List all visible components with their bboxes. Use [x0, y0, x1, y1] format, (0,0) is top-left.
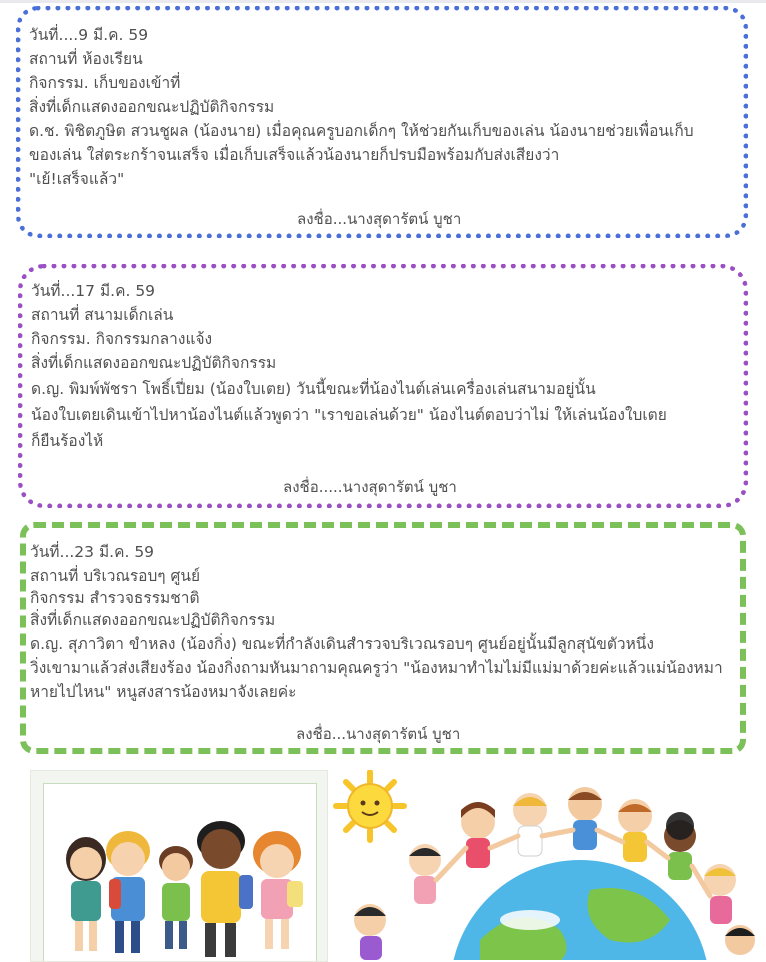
sun-icon [336, 772, 404, 840]
entry-date: วันที่....9 มี.ค. 59 [29, 26, 149, 44]
kid-figure [106, 831, 150, 953]
entry-activity: กิจกรรม สำรวจธรรมชาติ [30, 589, 200, 607]
kid-figure [253, 831, 303, 949]
kid-figure [725, 925, 755, 955]
entry-date: วันที่...17 มี.ค. 59 [31, 282, 156, 300]
signature: ลงชื่อ.....นางสุดารัตน์ บูชา [283, 478, 457, 496]
kid-figure [409, 844, 441, 904]
observation-card-2 [18, 264, 748, 508]
kid-figure [197, 821, 253, 957]
entry-date: วันที่...23 มี.ค. 59 [30, 543, 155, 561]
kids-walking-drawing [31, 771, 327, 961]
behavior-text-line: ของเล่น ใส่ตระกร้าจนเสร็จ เมื่อเก็บเสร็จแล้วน้องนายก็ปรบมือพร้อมกับส่งเสียงว่า [29, 146, 560, 164]
behavior-text-line: "เย้!เสร็จแล้ว" [29, 170, 125, 188]
behavior-heading: สิ่งที่เด็กแสดงออกขณะปฏิบัติกิจกรรม [30, 611, 276, 629]
observation-card-3 [20, 522, 746, 754]
behavior-heading: สิ่งที่เด็กแสดงออกขณะปฏิบัติกิจกรรม [29, 98, 275, 116]
behavior-text-line: ด.ญ. สุภาวิตา ขำหลง (น้องกิ่ง) ขณะที่กำลังเดินสำรวจบริเวณรอบๆ ศูนย์อยู่นั้นมีลูกสุนัขตัวหนึ่ง [30, 635, 654, 653]
behavior-text-line: ด.ช. พิชิตภูษิต สวนชูผล (น้องนาย) เมื่อคุณครูบอกเด็กๆ ให้ช่วยกันเก็บของเล่น น้องนายช่วยเพื่อนเก็บ [29, 122, 694, 140]
top-divider [0, 0, 766, 3]
behavior-text-line: น้องใบเตยเดินเข้าไปหาน้องไนต์แล้วพูดว่า "เราขอเล่นด้วย" น้องไนต์ตอบว่าไม่ ให้เล่นน้องใบเตย [31, 406, 667, 424]
behavior-heading: สิ่งที่เด็กแสดงออกขณะปฏิบัติกิจกรรม [31, 354, 277, 372]
kids-walking-illustration [30, 770, 328, 962]
behavior-text-line: ก็ยืนร้องไห้ [31, 432, 104, 450]
kids-around-globe-illustration [330, 770, 766, 960]
entry-activity: กิจกรรม. กิจกรรมกลางแจ้ง [31, 330, 213, 348]
behavior-text-line: หายไปไหน" หนูสงสารน้องหมาจังเลยค่ะ [30, 683, 297, 701]
behavior-text-line: ด.ญ. พิมพ์พัชรา โพธิ์เปี่ยม (น้องใบเตย) วันนี้ขณะที่น้องไนต์เล่นเครื่องเล่นสนามอยู่นั้น [31, 380, 596, 398]
kid-figure [664, 812, 696, 880]
entry-place: สถานที่ ห้องเรียน [29, 50, 143, 68]
behavior-text-line: วิ่งเขามาแล้วส่งเสียงร้อง น้องกิ่งถามหันมาถามคุณครูว่า "น้องหมาทำไมไม่มีแม่มาด้วยค่ะแล้วแม่น้องหมา [30, 659, 723, 677]
kid-figure [159, 846, 193, 949]
entry-place: สถานที่ สนามเด็กเล่น [31, 306, 174, 324]
entry-place: สถานที่ บริเวณรอบๆ ศูนย์ [30, 567, 201, 585]
kid-figure [354, 904, 386, 960]
globe-drawing [330, 770, 766, 960]
kid-figure [461, 802, 495, 868]
signature: ลงชื่อ...นางสุดารัตน์ บูชา [297, 210, 462, 228]
kid-figure [568, 787, 602, 850]
kid-figure [513, 793, 547, 856]
kid-figure [66, 837, 106, 951]
entry-activity: กิจกรรม. เก็บของเข้าที่ [29, 74, 181, 92]
signature: ลงชื่อ...นางสุดารัตน์ บูชา [296, 725, 461, 743]
observation-card-1 [16, 6, 748, 238]
kid-figure [618, 799, 652, 862]
